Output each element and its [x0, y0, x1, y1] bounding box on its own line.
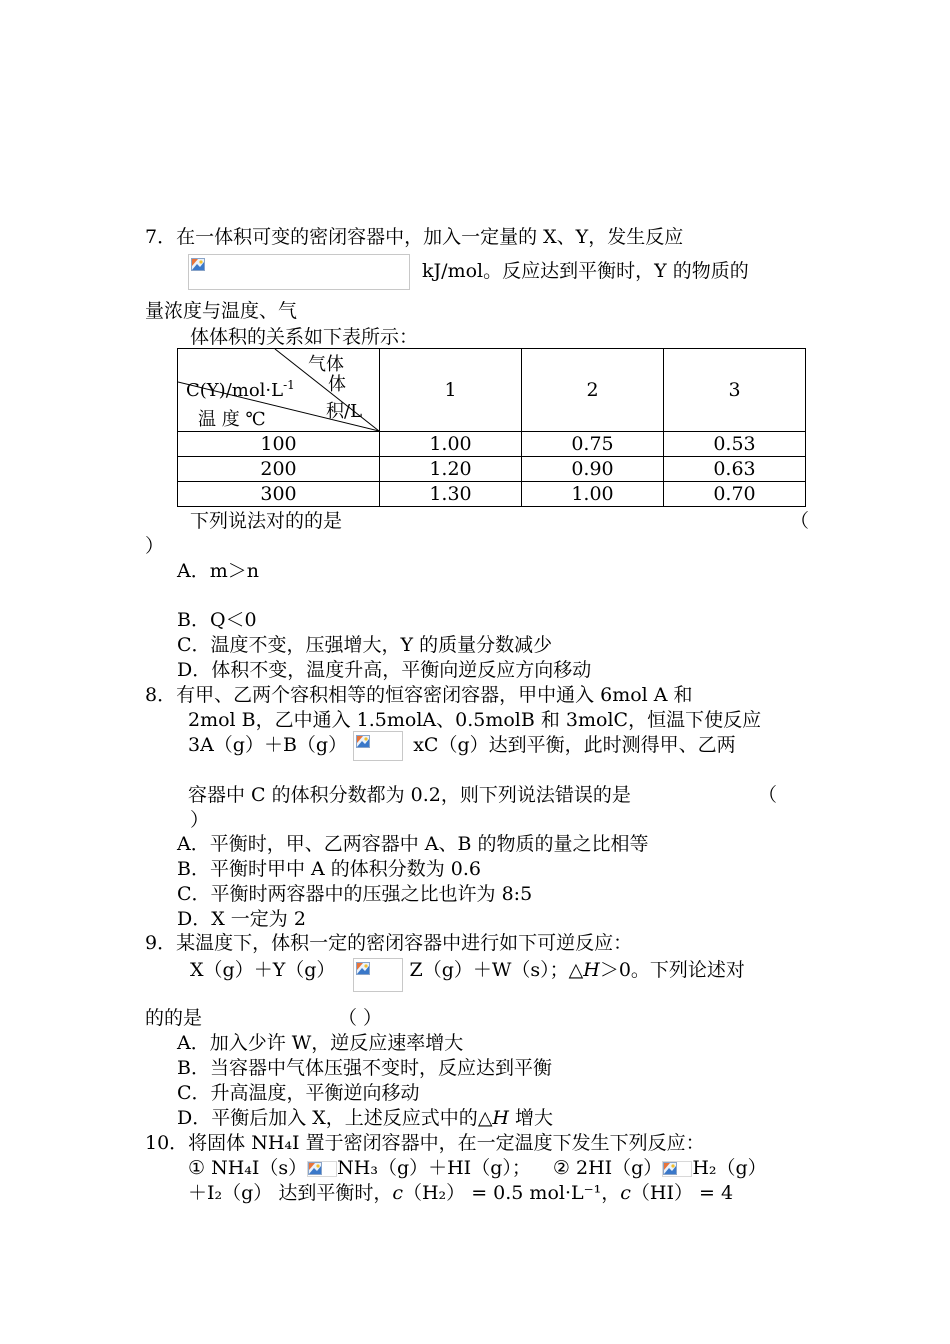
q10-c-symbol: c: [392, 1182, 403, 1204]
q9-option-b: B．当容器中气体压强不变时，反应达到平衡: [177, 1057, 552, 1079]
table-cell: 0.53: [664, 432, 806, 457]
q10-line3-b: （H₂） = 0.5 mol·L⁻¹，: [402, 1182, 621, 1204]
q7-option-b: B．Q＜0: [177, 609, 257, 631]
equilibrium-arrow-image-icon: [662, 1161, 692, 1177]
q8-line3: [188, 733, 736, 761]
row-temperature: 300: [178, 482, 380, 507]
q8-paren-close: ）: [190, 809, 210, 831]
q7-option-a: A．m＞n: [177, 560, 259, 582]
row-temperature: 200: [178, 457, 380, 482]
equilibrium-arrow-image-icon: [353, 731, 403, 761]
q8-option-d: D．X 一定为 2: [177, 908, 306, 930]
q9-line2: [190, 958, 745, 992]
q8-line2: 2mol B，乙中通入 1.5molA、0.5molB 和 3molC，恒温下使反应: [188, 709, 762, 731]
q9-line2-tail: ＞0。下列论述对: [599, 959, 745, 981]
equilibrium-arrow-image-icon: [353, 958, 403, 992]
q7-prompt: 下列说法对的的是: [190, 510, 343, 532]
q10-reaction2-head: ② 2HI（g）: [552, 1157, 663, 1179]
q7-paren-open: （: [790, 510, 810, 532]
q10-line1: 10．将固体 NH₄I 置于密闭容器中，在一定温度下发生下列反应：: [145, 1132, 705, 1154]
equation-image-placeholder-icon: [188, 254, 410, 290]
q7-line3: 量浓度与温度、气: [145, 300, 298, 322]
q9-line2-mid: Z（g）＋W（s）；: [409, 959, 569, 981]
q9-option-d-enthalpy: △H: [477, 1107, 509, 1129]
q8-option-b: B．平衡时甲中 A 的体积分数为 0.6: [177, 858, 482, 880]
equilibrium-arrow-image-icon: [307, 1161, 337, 1177]
table-cell: 0.70: [664, 482, 806, 507]
q9-line2-enthalpy: △H: [568, 959, 600, 981]
q8-option-c: C．平衡时两容器中的压强之比也许为 8:5: [177, 883, 533, 905]
q8-line1: 8．有甲、乙两个容积相等的恒容密闭容器，甲中通入 6mol A 和: [145, 684, 693, 706]
q7-line4: 体体积的关系如下表所示：: [190, 326, 419, 348]
table-cell: 0.90: [522, 457, 664, 482]
table-diagonal-header: [178, 349, 380, 432]
q9-paren: （ ）: [338, 1007, 383, 1029]
q8-paren-open: （: [758, 784, 778, 806]
header-gas-label-1: 气体: [308, 354, 344, 375]
q8-line4: 容器中 C 的体积分数都为 0.2，则下列说法错误的是: [188, 784, 631, 806]
q10-reaction1-head: ① NH₄I（s）: [188, 1157, 308, 1179]
col-header-1: 1: [380, 349, 522, 432]
q10-line3: [188, 1181, 733, 1205]
table-cell: 1.20: [380, 457, 522, 482]
q7-line2-tail: kJ/mol。反应达到平衡时，Y 的物质的: [422, 260, 749, 282]
q9-option-a: A．加入少许 W，逆反应速率增大: [177, 1032, 464, 1054]
table-cell: 1.00: [522, 482, 664, 507]
q7-line1: 7．在一体积可变的密闭容器中，加入一定量的 X、Y，发生反应: [145, 226, 684, 248]
table-row: [178, 457, 806, 482]
q10-c-symbol: c: [620, 1182, 631, 1204]
q9-line1: 9．某温度下，体积一定的密闭容器中进行如下可逆反应：: [145, 932, 633, 954]
q10-line3-c: （HI） = 4: [630, 1182, 734, 1204]
header-concentration-label: $C(Y)/mol\cdot L^{-1}$: [186, 378, 295, 401]
table-cell: 0.63: [664, 457, 806, 482]
q10-line3-a: ＋I₂（g） 达到平衡时，: [188, 1182, 393, 1204]
q9-line2-head: X（g）＋Y（g）: [190, 959, 336, 981]
q8-line3-tail: xC（g）达到平衡，此时测得甲、乙两: [413, 734, 736, 756]
q8-line3-head: 3A（g）＋B（g）: [188, 734, 348, 756]
q9-option-c: C．升高温度，平衡逆向移动: [177, 1082, 420, 1104]
table-cell: 1.00: [380, 432, 522, 457]
header-temperature-label: 温 度 ℃: [198, 409, 266, 430]
q7-option-d: D．体积不变，温度升高，平衡向逆反应方向移动: [177, 659, 592, 681]
q7-option-c: C．温度不变，压强增大，Y 的质量分数减少: [177, 634, 553, 656]
q10-reaction2-tail: H₂（g）: [692, 1157, 767, 1179]
q8-option-a: A．平衡时，甲、乙两容器中 A、B 的物质的量之比相等: [177, 833, 649, 855]
table-cell: 1.30: [380, 482, 522, 507]
row-temperature: 100: [178, 432, 380, 457]
q10-line2: [188, 1156, 767, 1180]
table-cell: 0.75: [522, 432, 664, 457]
q7-paren-close: ）: [145, 535, 165, 557]
header-gas-label-3: 积/L: [326, 401, 363, 422]
table-row: [178, 482, 806, 507]
q9-option-d-head: D．平衡后加入 X，上述反应式中的: [177, 1107, 478, 1129]
q7-line2: [188, 254, 749, 290]
q10-reaction1-tail: NH₃（g）＋HI（g）；: [337, 1157, 531, 1179]
q9-option-d-tail: 增大: [509, 1107, 554, 1129]
concentration-table: [177, 348, 806, 507]
header-gas-label-2: 体: [328, 374, 346, 395]
q9-line3: 的的是: [145, 1007, 203, 1029]
col-header-2: 2: [522, 349, 664, 432]
table-row: [178, 432, 806, 457]
col-header-3: 3: [664, 349, 806, 432]
q9-option-d: [177, 1106, 553, 1130]
